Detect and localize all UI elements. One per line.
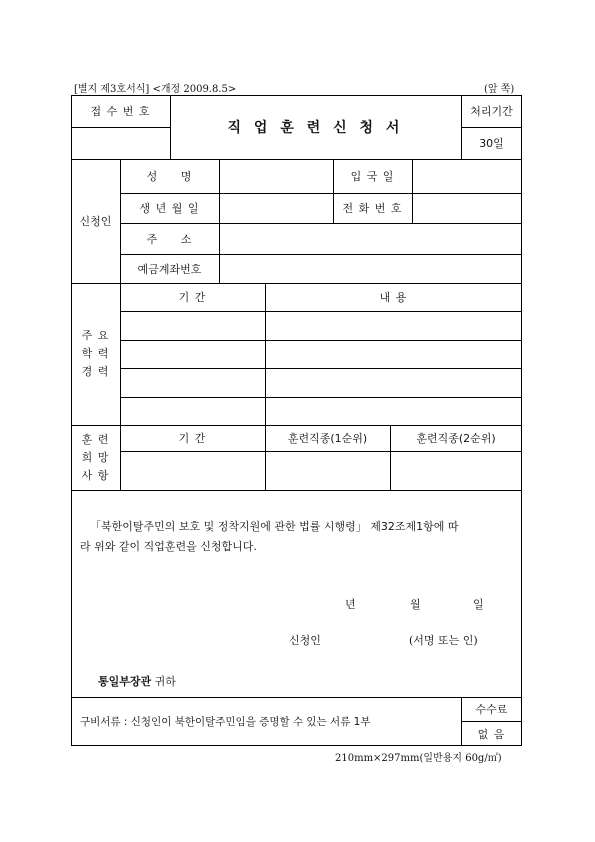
processing-period-label: 처리기간	[470, 105, 513, 118]
date-month-label: 월	[410, 598, 421, 611]
receipt-number-label: 접 수 번 호	[90, 105, 151, 118]
addressee-suffix: 귀하	[154, 675, 176, 688]
career-period-field[interactable]	[120, 340, 265, 368]
training-period-header: 기 간	[178, 432, 207, 445]
bank-account-field[interactable]	[219, 254, 522, 283]
signature-field[interactable]	[330, 628, 400, 648]
applicant-signature-label: 신청인	[289, 634, 321, 647]
page-side-label: (앞 쪽)	[484, 84, 515, 95]
declaration-line-1: 「북한이탈주민의 보호 및 정착지원에 관한 법률 시행령」 제32조제1항에 따	[90, 520, 459, 533]
career-period-field[interactable]	[120, 311, 265, 340]
address-field[interactable]	[219, 223, 522, 254]
training-job1-header: 훈련직종(1순위)	[287, 432, 368, 445]
career-content-header: 내 용	[379, 291, 408, 304]
address-label: 주 소	[146, 232, 193, 246]
required-documents: 구비서류 : 신청인이 북한이탈주민임을 증명할 수 있는 서류 1부	[80, 716, 371, 728]
birth-date-field[interactable]	[219, 193, 333, 223]
processing-period-value: 30일	[479, 137, 504, 150]
form-title: 직 업 훈 련 신 청 서	[227, 120, 404, 136]
sign-or-seal-note: (서명 또는 인)	[409, 634, 478, 647]
rule	[71, 697, 522, 698]
entry-date-field[interactable]	[412, 159, 522, 193]
career-period-field[interactable]	[120, 397, 265, 425]
career-period-header: 기 간	[178, 291, 207, 304]
career-content-field[interactable]	[265, 368, 522, 397]
addressee-minister: 통일부장관	[98, 675, 152, 688]
date-year-label: 년	[345, 598, 356, 611]
rule	[71, 490, 522, 491]
bank-account-label: 예금계좌번호	[137, 262, 202, 276]
career-content-field[interactable]	[265, 340, 522, 368]
training-job1-field[interactable]	[265, 451, 390, 490]
name-label: 성 명	[146, 170, 193, 183]
fee-label: 수수료	[475, 703, 508, 716]
date-day-label: 일	[473, 598, 484, 611]
birth-date-label: 생 년 월 일	[139, 202, 200, 215]
training-job2-field[interactable]	[390, 451, 522, 490]
addressee	[98, 673, 176, 689]
receipt-number-field[interactable]	[71, 127, 170, 159]
declaration-line-2: 라 위와 같이 직업훈련을 신청합니다.	[80, 540, 257, 553]
fee-value: 없 음	[477, 727, 506, 741]
form-reference: [별지 제3호서식] <개정 2009.8.5>	[74, 84, 237, 95]
career-period-field[interactable]	[120, 368, 265, 397]
phone-field[interactable]	[412, 193, 522, 223]
phone-label: 전 화 번 호	[342, 202, 403, 215]
name-field[interactable]	[219, 159, 333, 193]
career-content-field[interactable]	[265, 397, 522, 425]
career-section-label: 주 요 학 력 경 력	[81, 329, 110, 378]
entry-date-label: 입 국 일	[350, 170, 395, 183]
training-job2-header: 훈련직종(2순위)	[416, 432, 496, 445]
paper-spec: 210mm×297mm(일반용지 60g/㎡)	[335, 753, 502, 764]
applicant-section-label: 신청인	[79, 215, 112, 228]
career-content-field[interactable]	[265, 311, 522, 340]
training-section-label: 훈 련 희 망 사 항	[81, 432, 110, 482]
training-period-field[interactable]	[120, 451, 265, 490]
